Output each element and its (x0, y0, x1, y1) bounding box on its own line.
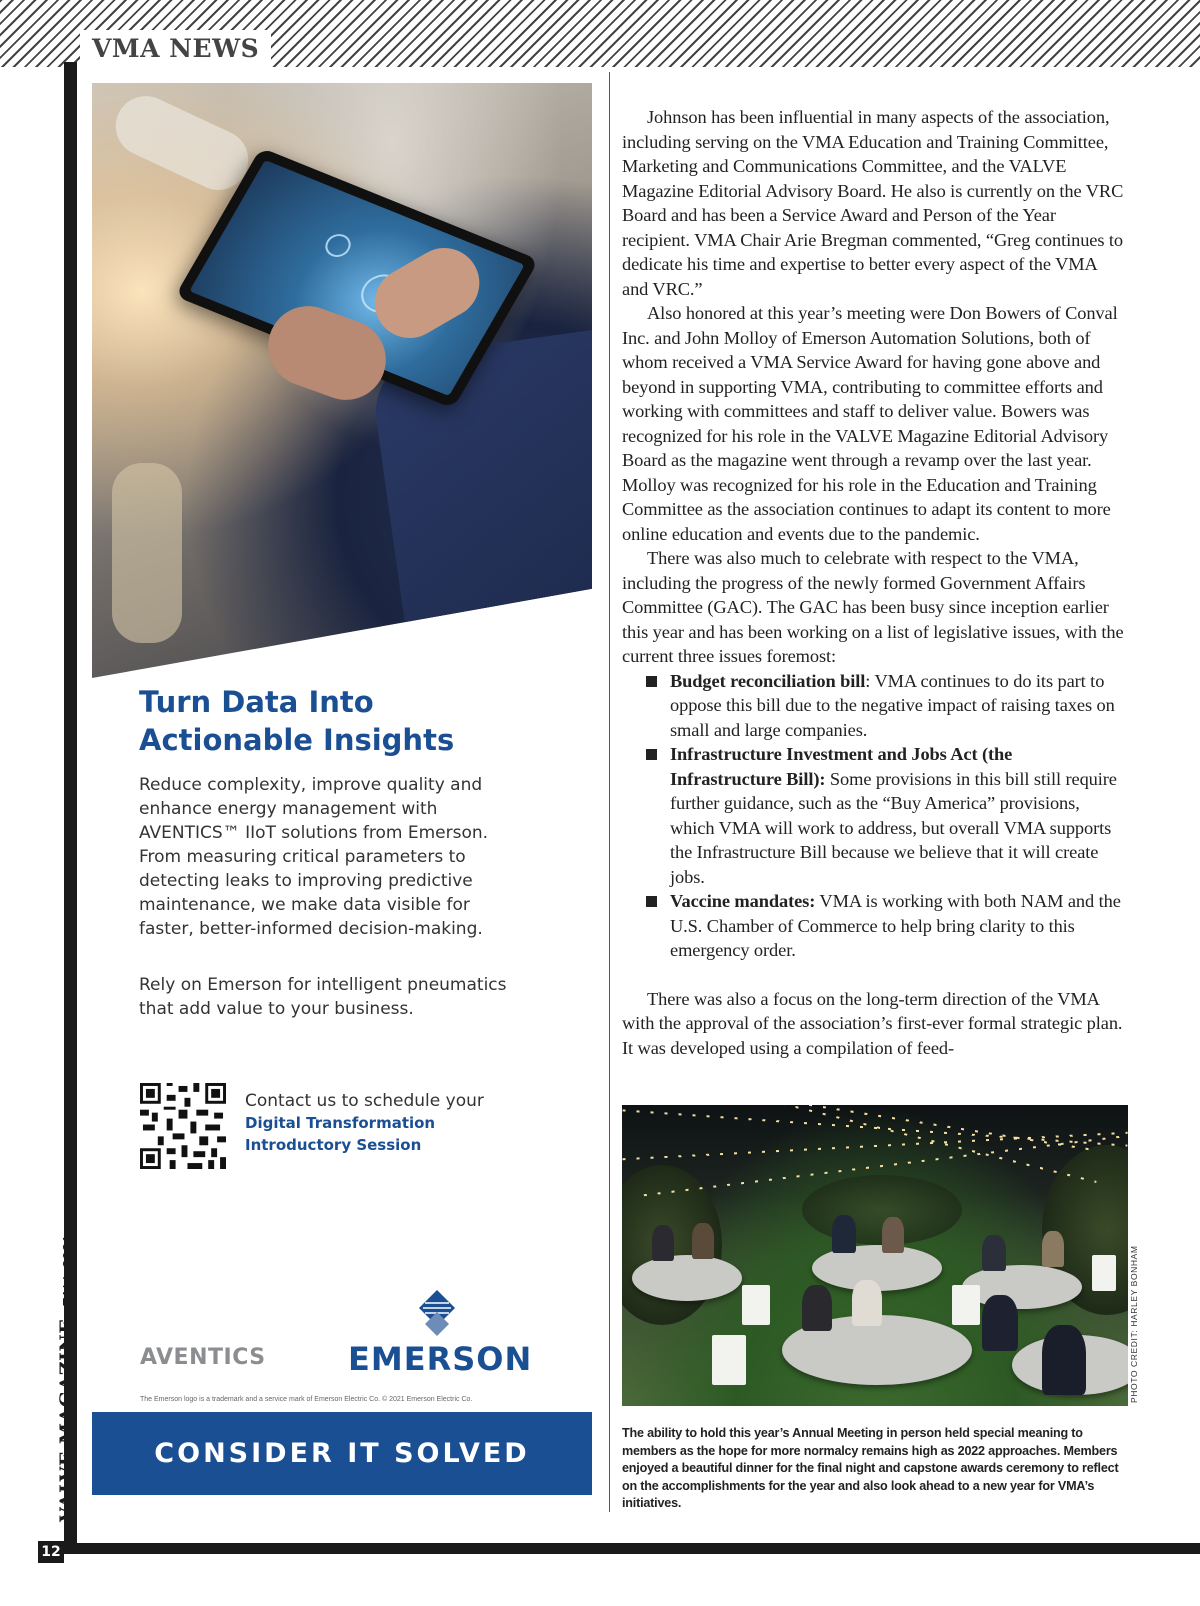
cta-link[interactable]: Introductory Session (245, 1136, 422, 1154)
column-divider (609, 72, 610, 1512)
list-item (670, 669, 1127, 743)
trademark-note: The Emerson logo is a trademark and a service mark of Emerson Electric Co. © 2021 Emerson Electric Co. (140, 1396, 473, 1403)
section-title: VMA NEWS (80, 30, 271, 67)
emerson-advertisement (92, 83, 592, 1501)
robot-arm-shape (112, 463, 182, 643)
bullet-term: Budget reconciliation bill (670, 670, 866, 691)
photo-credit: PHOTO CREDIT: HARLEY BONHAM (1129, 1245, 1139, 1403)
article-paragraph: There was also a focus on the long-term direction of the VMA with the approval of the association’s first-ever formal strategic plan. It was developed using a compilation of feed- (622, 988, 1123, 1058)
ad-headline (139, 683, 559, 759)
aventics-logo: AVENTICS (140, 1345, 266, 1370)
article-body (622, 105, 1127, 1060)
spine-label (56, 1235, 78, 1522)
issue-date: FALL 2021 (60, 1234, 77, 1307)
robot-arm-shape (106, 86, 258, 200)
magazine-name: VALVE MAGAZINE (56, 1318, 78, 1522)
emerson-mark-icon (419, 1290, 455, 1342)
legislative-issues-list (670, 669, 1127, 963)
ad-body-text: Reduce complexity, improve quality and enhance energy management with AVENTICS™ IIoT solutions from Emerson. From measuring critical parameters to detecting leaks to improving predictive maintenance, we make data visible for faster, better-informed decision-making. (139, 775, 489, 939)
list-item (670, 889, 1127, 963)
ad-body-text: Rely on Emerson for intelligent pneumatics that add value to your business. (139, 975, 507, 1019)
article-paragraph: Johnson has been influential in many aspects of the association, including serving on the VMA Education and Training Committee, Marketing and Communications Committee, and the VALVE Magazine Editorial Advisory Board. He also is currently on the VRC Board and has been a Service Award and Person of the Year recipient. VMA Chair Arie Bregman commented, “Greg continues to dedicate his time and expertise to better every aspect of the VMA and VRC.” (622, 107, 1124, 299)
emerson-logo: EMERSON (348, 1340, 533, 1378)
bullet-text: VMA is working with both NAM and the U.S. Chamber of Commerce to help bring clarity to this emergency order. (670, 891, 1121, 960)
ad-headline-line: Actionable Insights (139, 723, 455, 757)
article-paragraph: There was also much to celebrate with respect to the VMA, including the progress of the newly formed Government Affairs Committee (GAC). The GAC has been busy since inception earlier this year and has been working on a list of legislative issues, with the current three issues foremost: (622, 548, 1124, 666)
cta-text: Contact us to schedule your (245, 1091, 484, 1111)
bullet-text: : VMA continues to do its part to oppose this bill due to the negative impact of raising taxes on small and large companies. (670, 670, 1115, 740)
list-item (670, 742, 1127, 889)
ad-headline-line: Turn Data Into (139, 685, 374, 719)
article-paragraph: Also honored at this year’s meeting were Don Bowers of Conval Inc. and John Molloy of Emerson Automation Solutions, both of whom received a VMA Service Award for having gone above and beyond in supporting VMA, contributing to committee efforts and working with committees and staff to deliver value. Bowers was recognized for his role in the VALVE Magazine Editorial Advisory Board as the magazine went through a revamp over the last year. Molloy was recognized for his role in the Education and Training Committee as the association continues to adapt its content to more online education and events due to the pandemic. (622, 303, 1118, 544)
photo-caption: The ability to hold this year’s Annual Meeting in person held special meaning to members as the hope for more normalcy remains high as 2022 approaches. Members enjoyed a beautiful dinner for the final night and capstone awards ceremony to reflect on the accomplishments for the year and also look ahead to a new year for VMA’s initiatives. (622, 1426, 1119, 1510)
cta-link[interactable]: Digital Transformation (245, 1114, 436, 1132)
annual-meeting-photo (622, 1105, 1128, 1406)
bottom-margin-rule (64, 1543, 1200, 1554)
page-number: 12 (38, 1541, 64, 1563)
bullet-term: Infrastructure Investment and Jobs Act (the Infrastructure Bill): (670, 744, 1013, 789)
ad-tagline-bar: CONSIDER IT SOLVED (92, 1412, 592, 1495)
qr-code-icon[interactable] (140, 1083, 226, 1169)
bullet-text: Some provisions in this bill still require further guidance, such as the “Buy America” provisions, which VMA will work to address, but overall VMA supports the Infrastructure Bill because we believe that it will create jobs. (670, 768, 1117, 887)
ad-hero-image (92, 83, 592, 678)
ad-call-to-action (245, 1090, 545, 1156)
bullet-term: Vaccine mandates: (670, 891, 816, 911)
